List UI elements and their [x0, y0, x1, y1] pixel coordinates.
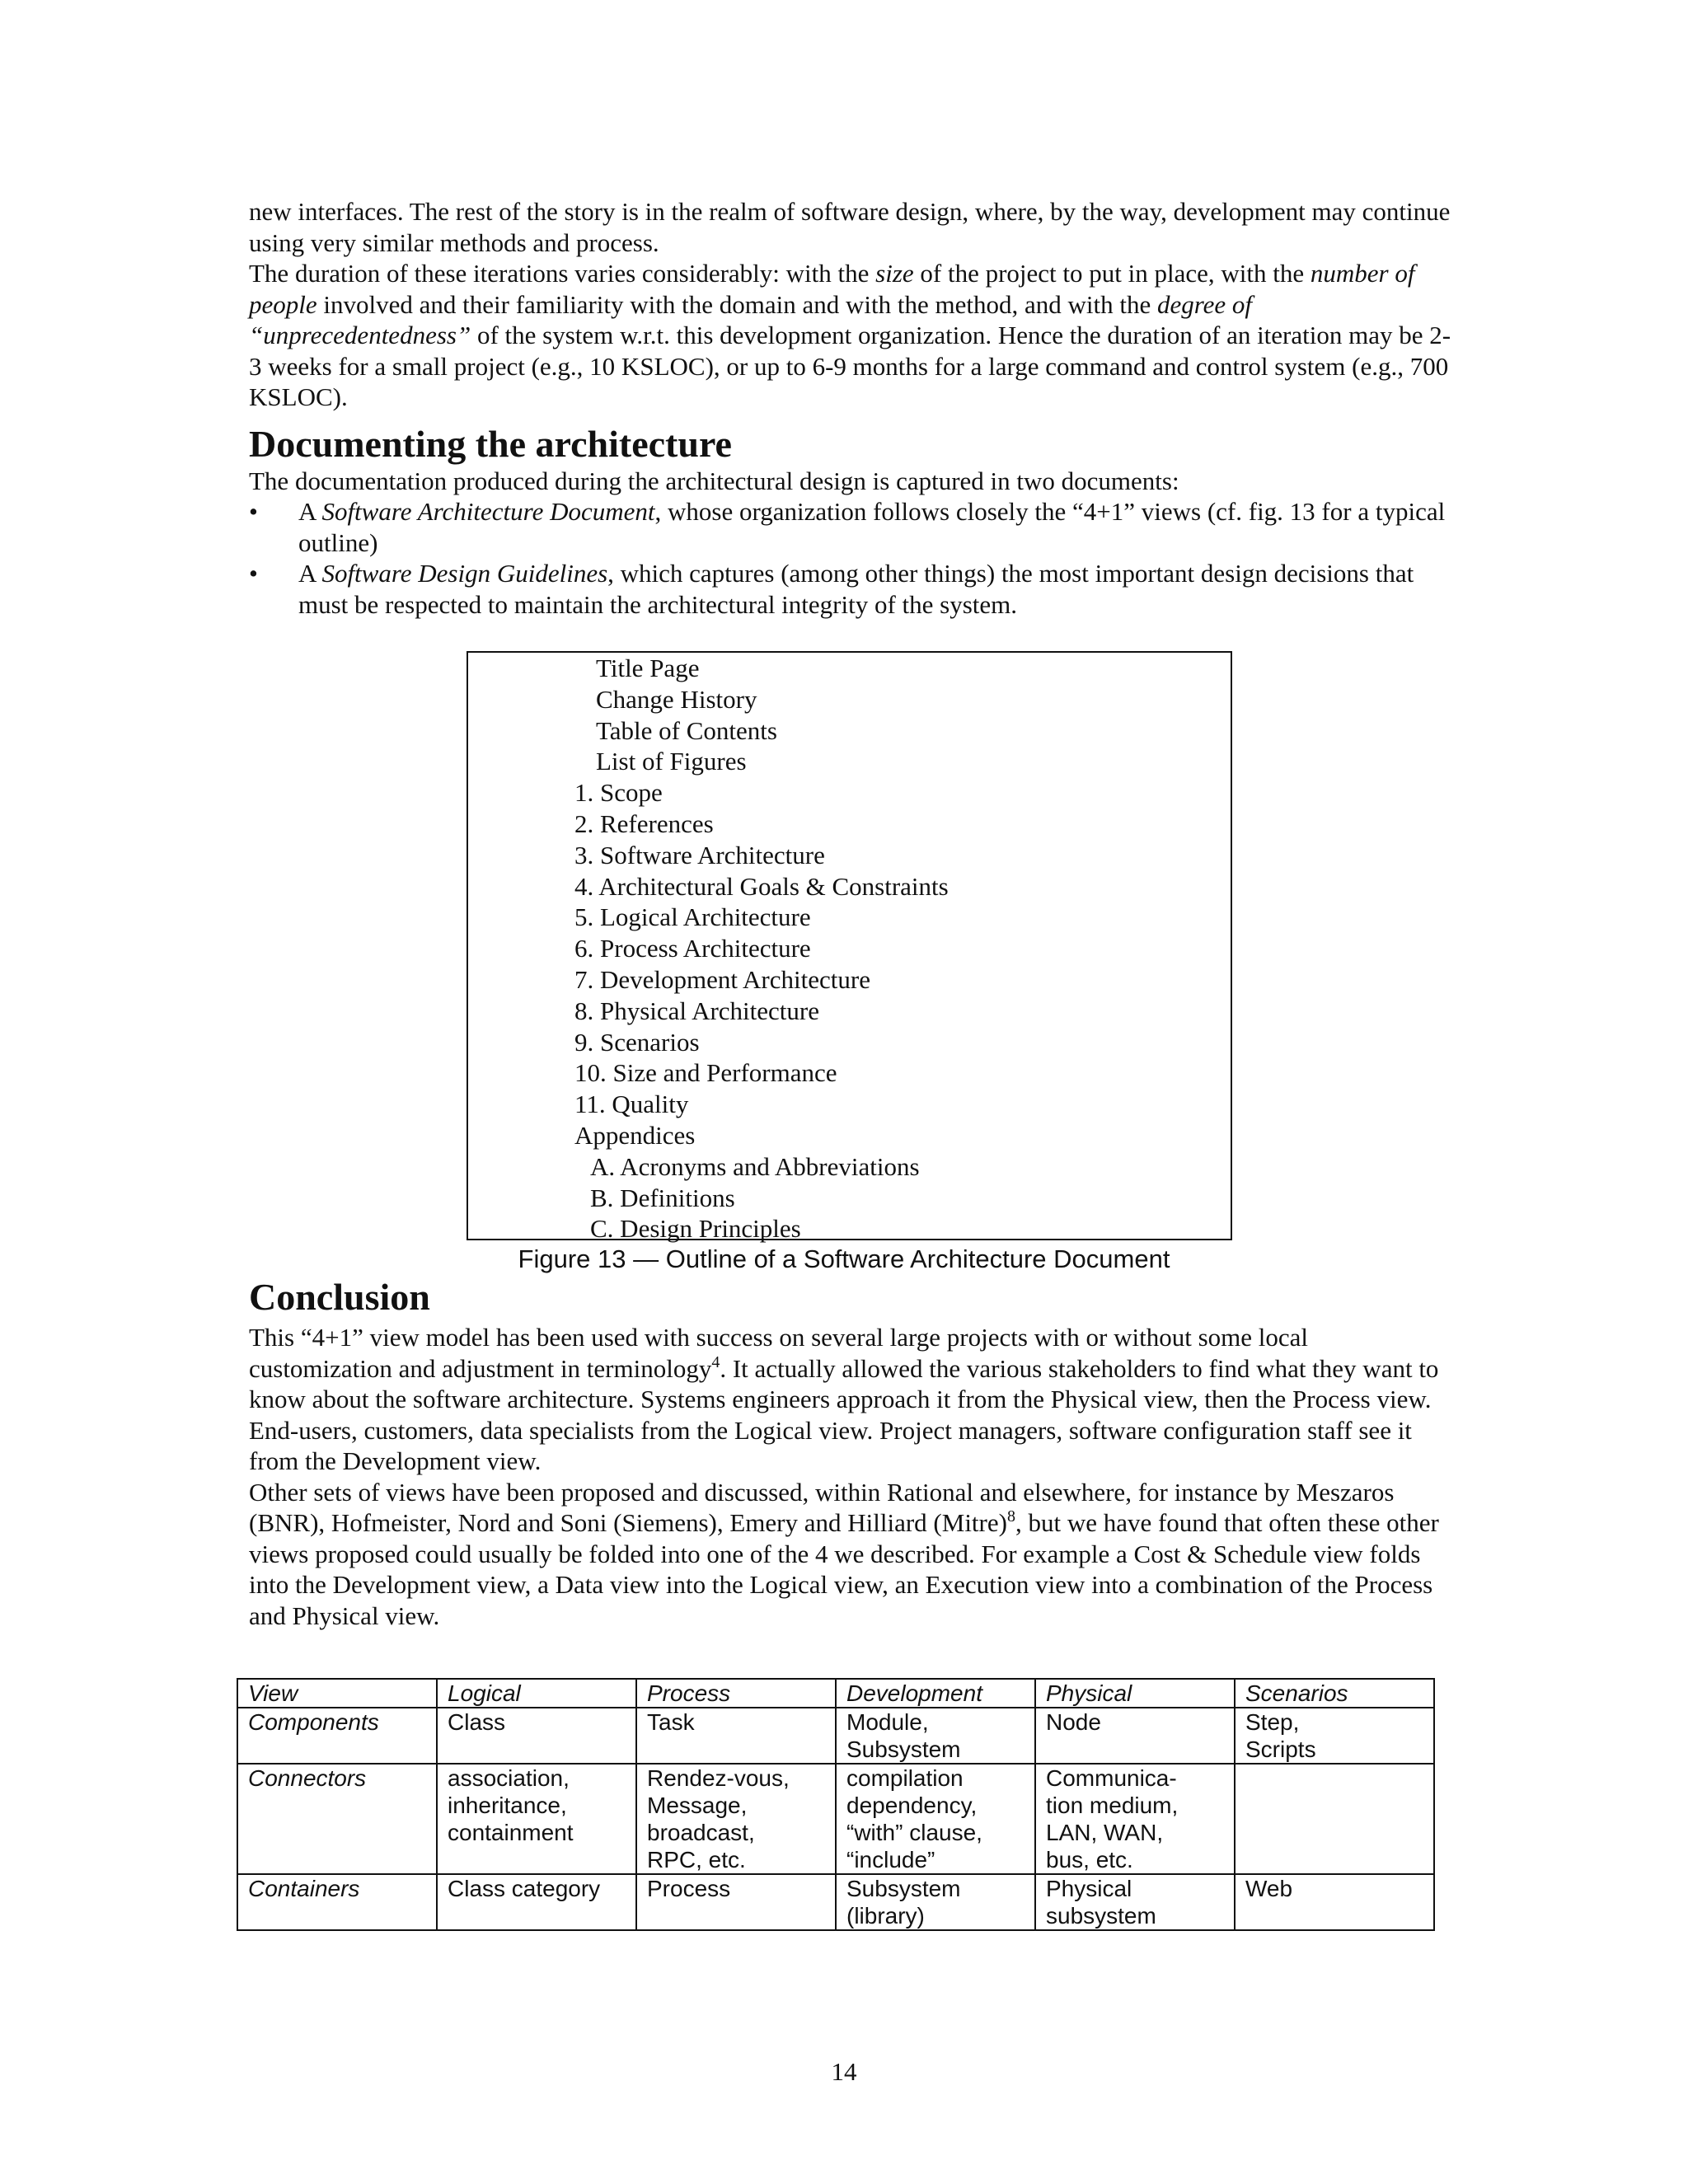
outline-item: 6. Process Architecture [574, 934, 811, 963]
outline-list [468, 653, 949, 1244]
conclusion-p1-text-2: . It actually allowed the various stakeholders to find what they want to know about the software architecture. Systems engineers approach it from the Physical view, then the Process view. End-users, customers, data specialists from the Logical view. Project managers, software configuration staff see it from the Development view. [249, 1353, 1439, 1475]
table-cell [437, 1708, 636, 1764]
table-cell-line: Subsystem [846, 1736, 961, 1762]
table-row-label: Components [237, 1708, 437, 1764]
table-cell [437, 1764, 636, 1874]
outline-item: Title Page [596, 654, 700, 682]
table-cell-line: dependency, [846, 1793, 978, 1818]
table-header-cell: Physical [1035, 1679, 1235, 1708]
bullet-item-sad [249, 496, 1452, 558]
bullet2-emphasis: Software Design Guidelines [321, 559, 608, 588]
table-cell-line: containment [448, 1820, 574, 1845]
conclusion-paragraph-2 [249, 1477, 1452, 1632]
table-cell [636, 1764, 836, 1874]
page-number: 14 [831, 2057, 857, 2086]
table-row-label: Connectors [237, 1764, 437, 1874]
bullet-dot: • [249, 559, 258, 588]
table-header-cell: Logical [437, 1679, 636, 1708]
bullet1-post: , whose organization follows closely the “4+1” views (cf. fig. 13 for a typical outline) [298, 497, 1446, 557]
table-cell [636, 1708, 836, 1764]
outline-item: 9. Scenarios [574, 1027, 700, 1057]
outline-item: 4. Architectural Goals & Constraints [574, 871, 949, 901]
table-cell [1235, 1708, 1434, 1764]
bullet1-pre: A [298, 497, 322, 526]
upper-text-block [249, 196, 1452, 620]
intro-p2-people: number of people [249, 259, 1415, 319]
table-cell-line: Step, [1245, 1709, 1300, 1735]
table-cell-line: bus, etc. [1046, 1847, 1133, 1872]
views-table [237, 1678, 1435, 1931]
conclusion-paragraph-1 [249, 1322, 1452, 1477]
bullet-dot: • [249, 497, 258, 526]
table-cell-line: tion medium, [1046, 1793, 1179, 1818]
table-cell-line: Rendez-vous, [647, 1765, 790, 1791]
table-header-cell: View [237, 1679, 437, 1708]
outline-item: 2. References [574, 808, 714, 838]
footnote-ref-8: 8 [1006, 1507, 1015, 1526]
conclusion-p1-text-1: This “4+1” view model has been used with success on several large projects with or without some local customization and adjustment in terminology [249, 1323, 1309, 1383]
outline-item: C. Design Principles [590, 1214, 801, 1244]
table-cell [636, 1874, 836, 1930]
footnote-ref-4: 4 [711, 1352, 720, 1371]
table-cell [1235, 1874, 1434, 1930]
outline-item: Table of Contents [596, 715, 777, 745]
conclusion-block [249, 1276, 1452, 1631]
table-cell [836, 1708, 1035, 1764]
table-cell-line: compilation [846, 1765, 964, 1791]
table-cell-line: Node [1046, 1709, 1101, 1735]
intro-paragraph-2 [249, 258, 1452, 413]
table-cell-line: Message, [647, 1793, 748, 1818]
intro-p2-degree: degree of “unprecedentedness” [249, 289, 1253, 349]
bullet2-pre: A [298, 559, 322, 588]
section-heading-conclusion: Conclusion [249, 1276, 430, 1318]
table-cell [1035, 1764, 1235, 1874]
outline-item: B. Definitions [590, 1183, 735, 1212]
table-cell [437, 1874, 636, 1930]
table-cell-line: Process [647, 1876, 731, 1901]
table-header-cell: Scenarios [1235, 1679, 1434, 1708]
conclusion-p2-text-1: Other sets of views have been proposed and discussed, within Rational and elsewhere, for instance by Meszaros (BNR), Hofmeister, Nord and Soni (Siemens), Emery and Hilliard (Mitre) [249, 1477, 1395, 1537]
bullet1-emphasis: Software Architecture Document [321, 497, 655, 526]
table-cell-line: Module, [846, 1709, 929, 1735]
views-table-body [237, 1679, 1434, 1930]
bullet-text [298, 496, 1452, 558]
table-cell-line: association, [448, 1765, 570, 1791]
table-cell-line: Communica- [1046, 1765, 1177, 1791]
table-cell-line: (library) [846, 1903, 925, 1929]
documenting-intro: The documentation produced during the architectural design is captured in two documents: [249, 466, 1179, 495]
outline-box [467, 651, 1232, 1244]
outline-item: Change History [596, 684, 757, 714]
outline-item: 10. Size and Performance [574, 1058, 837, 1088]
table-cell-line: Subsystem [846, 1876, 961, 1901]
table-header-cell: Development [836, 1679, 1035, 1708]
outline-item: 11. Quality [574, 1090, 689, 1119]
conclusion-p2-text-2: , but we have found that often these other views proposed could usually be folded into one of the 4 we described. For example a Cost & Schedule view folds into the Development view, a Data view into the Logical view, an Execution view into a combination of the Process and Physical view. [249, 1508, 1439, 1630]
table-cell [1235, 1764, 1434, 1874]
outline-item: 1. Scope [574, 778, 663, 808]
table-cell-line: Task [647, 1709, 695, 1735]
intro-p2-text-3: involved and their familiarity with the domain and with the method, and with the [316, 289, 1157, 319]
intro-p2-text-4: of the system w.r.t. this development organization. Hence the duration of an iteration may be 2-3 weeks for a small project (e.g., 10 KSLOC), or up to 6-9 months for a large command and control system (e.g., 700 KSLOC). [249, 321, 1451, 411]
table-cell [1035, 1708, 1235, 1764]
outline-item: 8. Physical Architecture [574, 996, 819, 1025]
table-header-cell: Process [636, 1679, 836, 1708]
intro-p2-text-2: of the project to put in place, with the [913, 259, 1311, 288]
section-heading-documenting: Documenting the architecture [249, 422, 732, 465]
table-cell-line: Web [1245, 1876, 1293, 1901]
outline-item: List of Figures [596, 747, 747, 776]
table-cell-line: Class category [448, 1876, 601, 1901]
table-cell [836, 1764, 1035, 1874]
table-cell-line: RPC, etc. [647, 1847, 746, 1872]
table-row [237, 1874, 1434, 1930]
outline-item: 5. Logical Architecture [574, 902, 811, 932]
table-row [237, 1708, 1434, 1764]
table-header-row [237, 1679, 1434, 1708]
outline-item: 3. Software Architecture [574, 840, 825, 869]
outline-item: A. Acronyms and Abbreviations [590, 1151, 920, 1181]
outline-item: 7. Development Architecture [574, 964, 870, 994]
outline-item: Appendices [574, 1120, 696, 1150]
table-cell-line: “with” clause, [846, 1820, 982, 1845]
table-cell-line: “include” [846, 1847, 935, 1872]
table-cell-line: Class [448, 1709, 506, 1735]
table-cell-line: subsystem [1046, 1903, 1156, 1929]
intro-p2-size: size [875, 259, 914, 288]
bullet-text [298, 558, 1452, 620]
table-cell [1035, 1874, 1235, 1930]
table-cell-line: LAN, WAN, [1046, 1820, 1164, 1845]
figure-caption: Figure 13 — Outline of a Software Architecture Document [518, 1244, 1170, 1273]
table-row [237, 1764, 1434, 1874]
table-cell-line: broadcast, [647, 1820, 755, 1845]
bullet-item-sdg [249, 558, 1452, 620]
table-cell [836, 1874, 1035, 1930]
bullet2-post: , which captures (among other things) the most important design decisions that must be respected to maintain the architectural integrity of the system. [298, 559, 1414, 619]
table-cell-line: Scripts [1245, 1736, 1316, 1762]
intro-paragraph-1: new interfaces. The rest of the story is in the realm of software design, where, by the way, development may continue using very similar methods and process. [249, 197, 1451, 257]
table-cell-line: Physical [1046, 1876, 1132, 1901]
table-row-label: Containers [237, 1874, 437, 1930]
table-cell-line: inheritance, [448, 1793, 567, 1818]
intro-p2-text-1: The duration of these iterations varies considerably: with the [249, 259, 876, 288]
